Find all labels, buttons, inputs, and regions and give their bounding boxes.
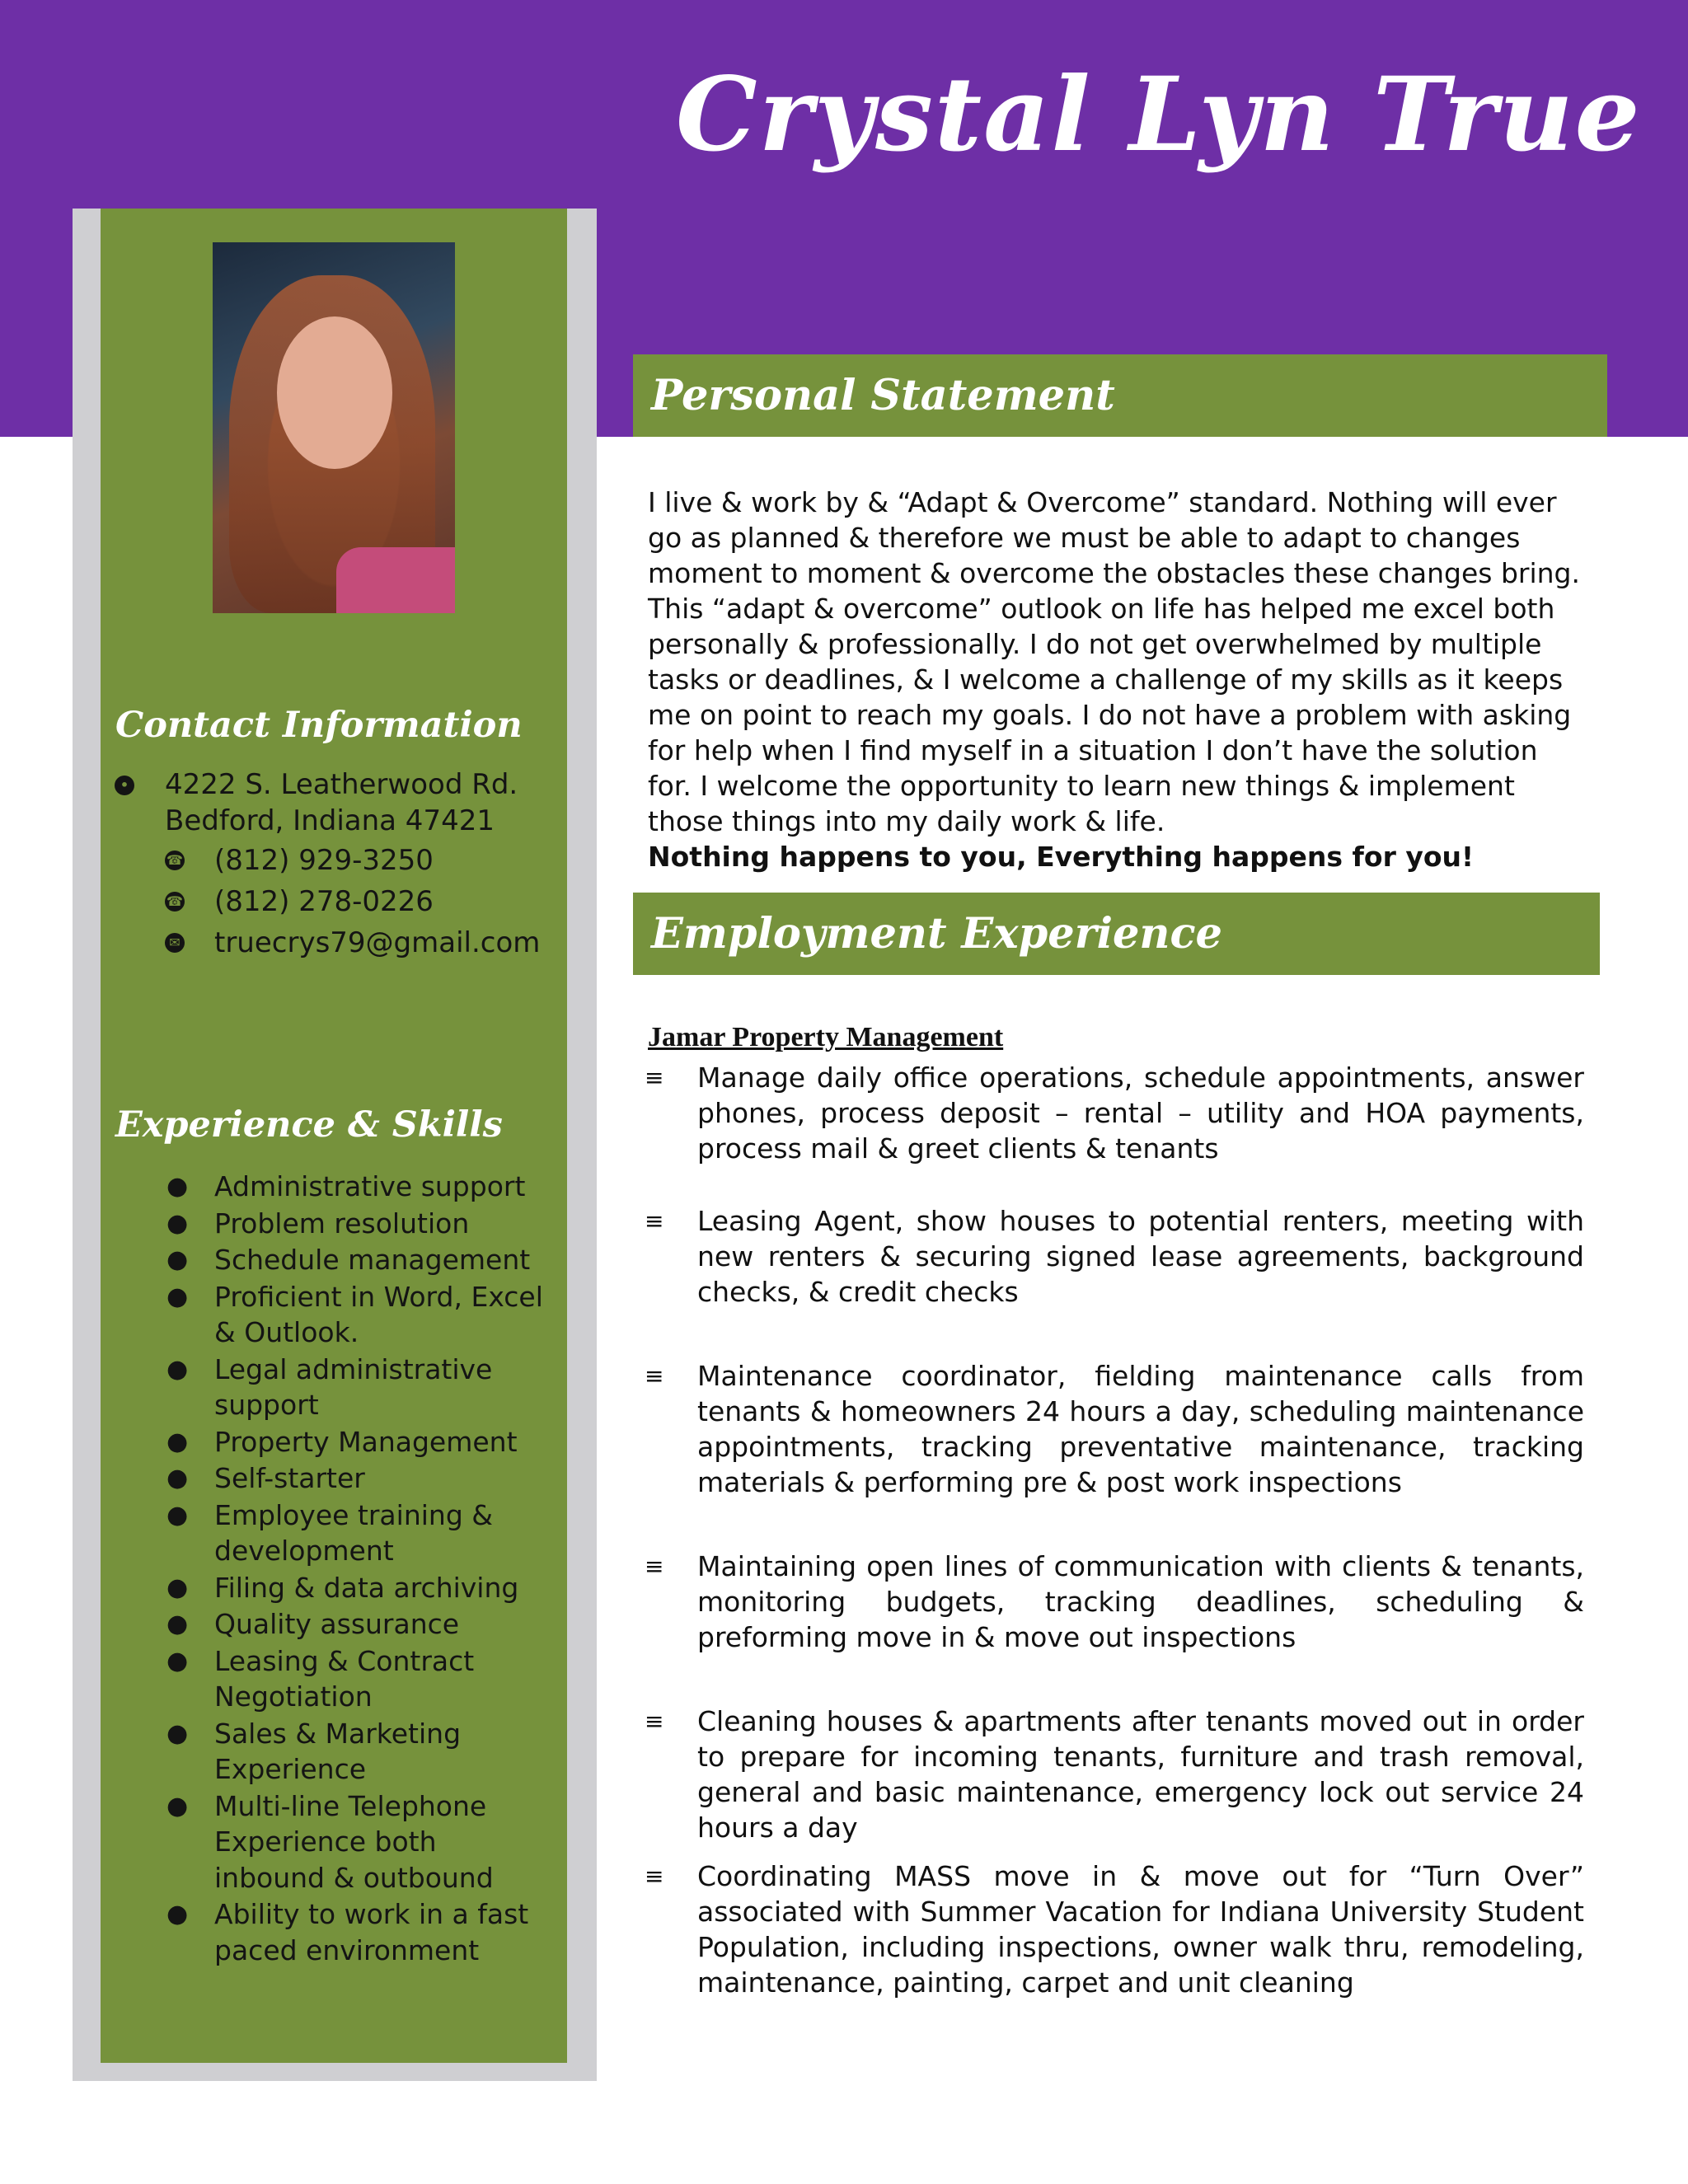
- skill-item: ● Self-starter: [165, 1460, 552, 1497]
- statement-heading-bar: [633, 354, 1607, 437]
- employment-heading-bar: [633, 893, 1600, 975]
- phone-secondary[interactable]: (812) 278-0226: [214, 885, 434, 918]
- duty-item: ≡ Coordinating MASS move in & move out for “Turn Over” associated with Summer Vacation for Indiana University Student Population, including inspections, owner walk thru, remodeling, maintenance, painting, carpet and unit cleaning: [645, 1860, 1584, 1999]
- skill-item: ● Legal administrative support: [166, 1352, 493, 1421]
- duty-item: ≡ Manage daily office operations, schedule appointments, answer phones, process deposit – rental – utility and HOA payments, process mail & greet clients & tenants: [645, 1062, 1584, 1165]
- bullet-icon: ●: [166, 1427, 189, 1456]
- skill-item: ● Proficient in Word, Excel & Outlook.: [166, 1280, 543, 1348]
- skill-item: ● Quality assurance: [165, 1606, 552, 1643]
- skill-item: ● Schedule management: [165, 1242, 552, 1278]
- duty-item: ≡ Maintenance coordinator, fielding maintenance calls from tenants & homeowners 24 hours a day, scheduling maintenance appointments, tracking preventative maintenance, tracking materials & performing pre & post work inspections: [645, 1360, 1584, 1498]
- skill-item: ● Filing & data archiving: [165, 1570, 552, 1606]
- employment-heading: Employment Experience: [651, 909, 1222, 958]
- bullet-icon: ●: [166, 1500, 189, 1530]
- bullet-icon: ●: [166, 1718, 189, 1748]
- list-bullet-icon: ≡: [645, 1064, 664, 1091]
- list-bullet-icon: ≡: [645, 1362, 664, 1390]
- statement-closing: Nothing happens to you, Everything happens for you!: [648, 841, 1475, 873]
- bullet-icon: ●: [166, 1572, 189, 1602]
- bullet-icon: ●: [166, 1610, 189, 1638]
- skill-item: ● Property Management: [165, 1424, 552, 1460]
- phone-primary[interactable]: (812) 929-3250: [214, 844, 434, 877]
- bullet-icon: ●: [166, 1282, 189, 1311]
- bullet-icon: ●: [166, 1464, 189, 1493]
- skill-item: ● Leasing & Contract Negotiation: [166, 1644, 475, 1713]
- bullet-icon: ●: [166, 1646, 189, 1675]
- bullet-icon: ●: [166, 1791, 189, 1821]
- address-line2: Bedford, Indiana 47421: [165, 804, 495, 837]
- skill-item: ● Employee training & development: [166, 1498, 493, 1567]
- bullet-icon: ●: [166, 1900, 189, 1929]
- list-bullet-icon: ≡: [645, 1207, 664, 1235]
- list-bullet-icon: ≡: [645, 1553, 664, 1580]
- bullet-icon: ●: [166, 1172, 189, 1201]
- profile-photo: [213, 242, 455, 613]
- phone-icon: ☎: [165, 851, 185, 870]
- skill-item: ● Ability to work in a fast paced environment: [166, 1898, 529, 1966]
- phone-icon: ☎: [165, 892, 185, 912]
- duty-item: ≡ Cleaning houses & apartments after tenants moved out in order to prepare for incoming tenants, furniture and trash removal, general and basic maintenance, emergency lock out service 24 hours a day: [645, 1705, 1584, 1844]
- list-bullet-icon: ≡: [645, 1863, 664, 1890]
- personal-statement: [648, 485, 1583, 874]
- duty-item: ≡ Leasing Agent, show houses to potential renters, meeting with new renters & securing signed lease agreements, background checks, & credit checks: [645, 1205, 1584, 1308]
- email-link[interactable]: truecrys79@gmail.com: [214, 926, 541, 959]
- skill-item: ● Multi-line Telephone Experience both inbound & outbound: [166, 1789, 494, 1894]
- skills-heading: Experience & Skills: [115, 1104, 503, 1146]
- resume-name: Crystal Lyn True: [676, 55, 1642, 175]
- list-bullet-icon: ≡: [645, 1708, 664, 1735]
- statement-body: I live & work by & “Adapt & Overcome” standard. Nothing will ever go as planned & therefore we must be able to adapt to changes moment to moment & overcome the obstacles these changes bring. This “adapt & overcome” outlook on life has helped me excel both personally & professionally. I do not get overwhelmed by multiple tasks or deadlines, & I welcome a challenge of my skills as it keeps me on point to reach my goals. I do not have a problem with asking for help when I find myself in a situation I don’t have the solution for. I welcome the opportunity to learn new things & implement those things into my daily work & life.: [648, 486, 1580, 837]
- contact-heading: Contact Information: [115, 705, 523, 746]
- employer-name: Jamar Property Management: [648, 1022, 1004, 1052]
- duty-item: ≡ Maintaining open lines of communication with clients & tenants, monitoring budgets, tracking deadlines, scheduling & preforming move in & move out inspections: [645, 1550, 1584, 1653]
- bullet-icon: ●: [166, 1245, 189, 1274]
- email-icon: ✉: [165, 933, 185, 953]
- bullet-icon: ●: [166, 1208, 189, 1238]
- bullet-icon: ●: [166, 1354, 189, 1384]
- skill-item: ● Problem resolution: [165, 1206, 552, 1242]
- address-line1: 4222 S. Leatherwood Rd.: [165, 768, 518, 801]
- location-icon: •: [115, 776, 134, 795]
- skill-item: ● Administrative support: [165, 1169, 552, 1205]
- skill-item: ● Sales & Marketing Experience: [166, 1717, 462, 1785]
- skills-list: [165, 1169, 552, 1969]
- statement-heading: Personal Statement: [651, 371, 1115, 420]
